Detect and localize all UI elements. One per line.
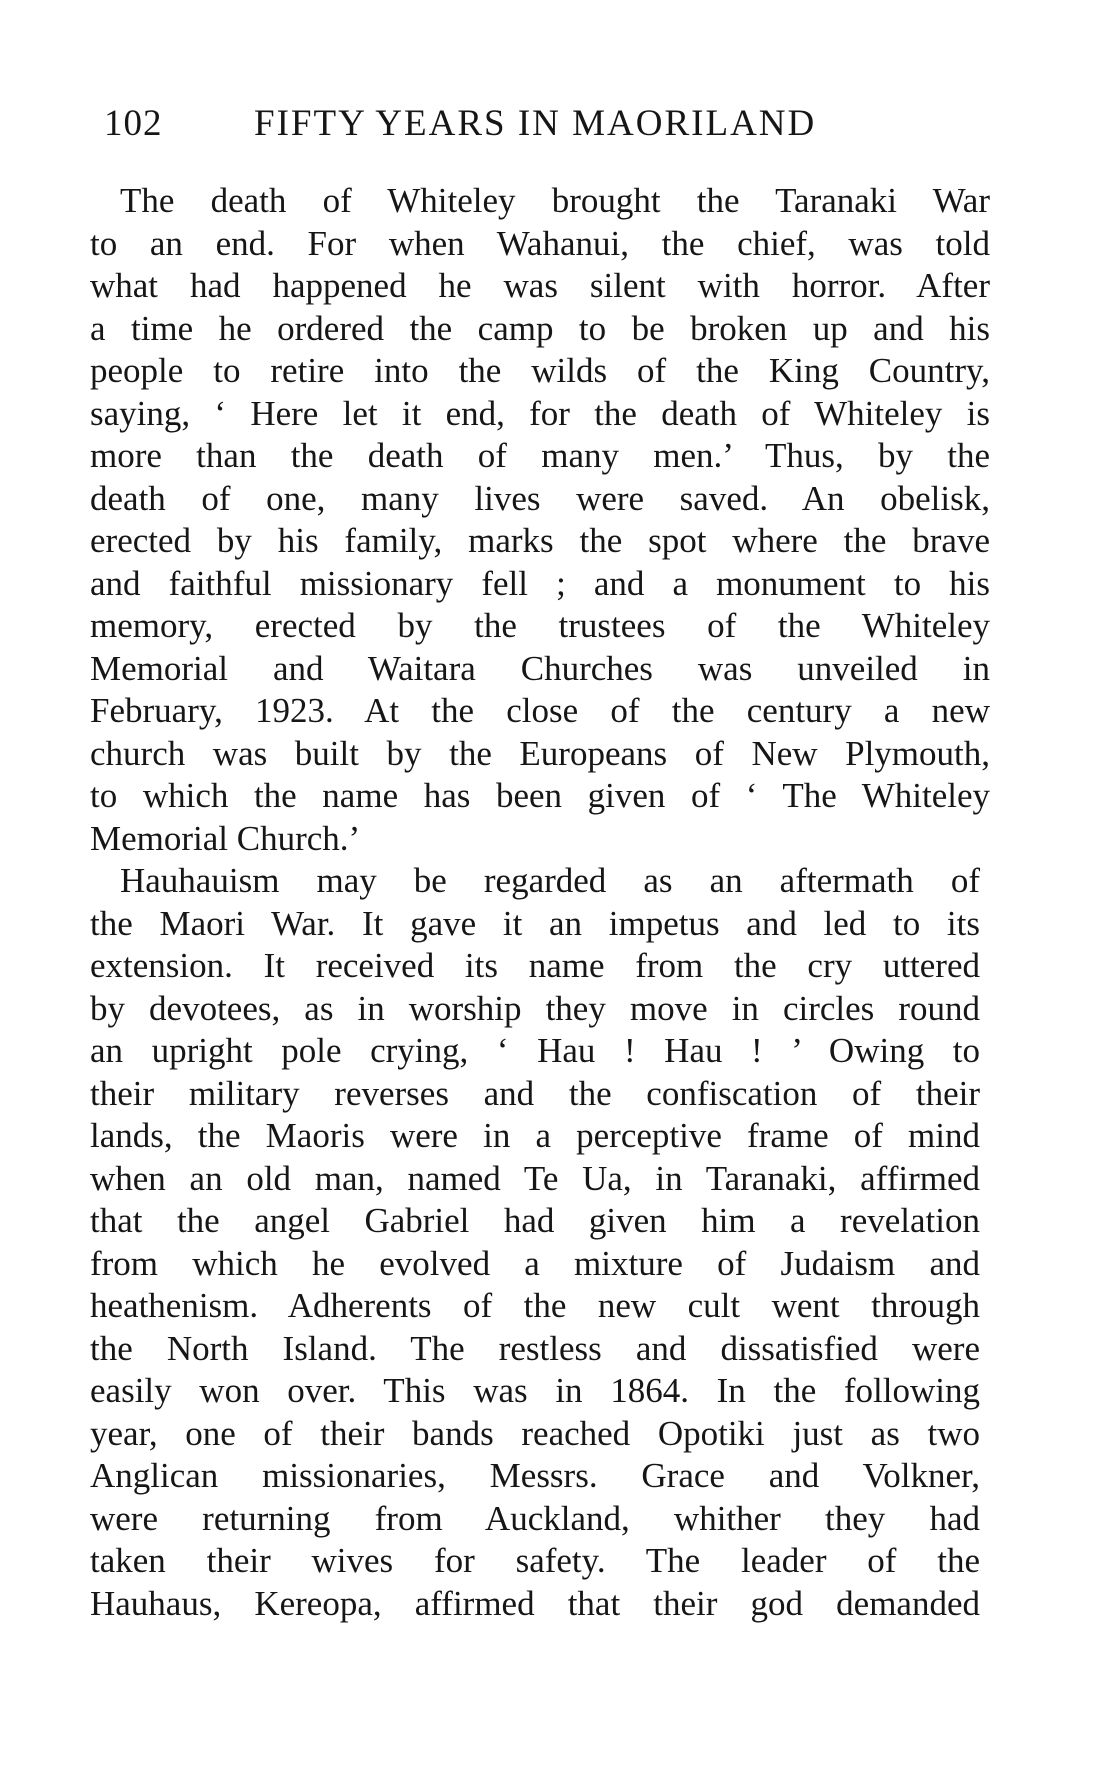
text-line: the North Island. The restless and dissatisfied were: [90, 1328, 980, 1368]
text-line: that the angel Gabriel had given him a revelation: [90, 1201, 980, 1240]
text-line: heathenism. Adherents of the new cult went through: [90, 1286, 980, 1325]
text-line: what had happened he was silent with horror. After: [90, 266, 990, 305]
text-line: saying, ‘ Here let it end, for the death of Whiteley is: [90, 393, 990, 433]
text-line: their military reverses and the confiscation of their: [90, 1073, 980, 1113]
running-title: FIFTY YEARS IN MAORILAND: [254, 103, 817, 144]
text-line: by devotees, as in worship they move in circles round: [90, 988, 980, 1028]
text-line: to which the name has been given of ‘ The Whiteley: [90, 776, 990, 815]
text-line: to an end. For when Wahanui, the chief, was told: [90, 223, 990, 263]
text-line: from which he evolved a mixture of Judaism and: [90, 1243, 980, 1283]
text-line: a time he ordered the camp to be broken up and his: [90, 308, 990, 348]
text-line: the Maori War. It gave it an impetus and led to its: [90, 903, 980, 943]
text-line: year, one of their bands reached Opotiki just as two: [90, 1413, 980, 1453]
text-line: erected by his family, marks the spot where the brave: [90, 521, 990, 560]
text-line: an upright pole crying, ‘ Hau ! Hau ! ’ Owing to: [90, 1031, 980, 1070]
text-line: extension. It received its name from the cry uttered: [90, 946, 980, 985]
text-line: were returning from Auckland, whither they had: [90, 1498, 980, 1538]
page-number: 102: [104, 103, 163, 144]
text-line: church was built by the Europeans of New Plymouth,: [90, 733, 990, 773]
text-line: Hauhauism may be regarded as an aftermath of: [120, 861, 980, 900]
text-line: memory, erected by the trustees of the Whiteley: [90, 606, 990, 645]
text-line: lands, the Maoris were in a perceptive frame of mind: [90, 1116, 980, 1155]
text-line: taken their wives for safety. The leader of the: [90, 1541, 980, 1580]
text-line: easily won over. This was in 1864. In the following: [90, 1371, 980, 1410]
text-line: death of one, many lives were saved. An obelisk,: [90, 478, 990, 518]
running-head: [104, 102, 864, 146]
text-line: Memorial and Waitara Churches was unveiled in: [90, 648, 990, 688]
text-line: people to retire into the wilds of the King Country,: [90, 351, 990, 390]
text-line: Hauhaus, Kereopa, affirmed that their god demanded: [90, 1583, 980, 1623]
paragraph-hauhauism: [90, 860, 990, 1625]
text-line: February, 1923. At the close of the century a new: [90, 691, 990, 730]
text-line: Memorial Church.’: [90, 818, 361, 858]
text-line: and faithful missionary fell ; and a monument to his: [90, 563, 990, 603]
text-line: The death of Whiteley brought the Taranaki War: [120, 181, 990, 220]
body-text: [90, 180, 990, 1625]
text-line: more than the death of many men.’ Thus, by the: [90, 436, 990, 475]
paragraph-whiteley: [90, 180, 990, 860]
text-line: Anglican missionaries, Messrs. Grace and Volkner,: [90, 1456, 980, 1495]
text-line: when an old man, named Te Ua, in Taranaki, affirmed: [90, 1158, 980, 1198]
